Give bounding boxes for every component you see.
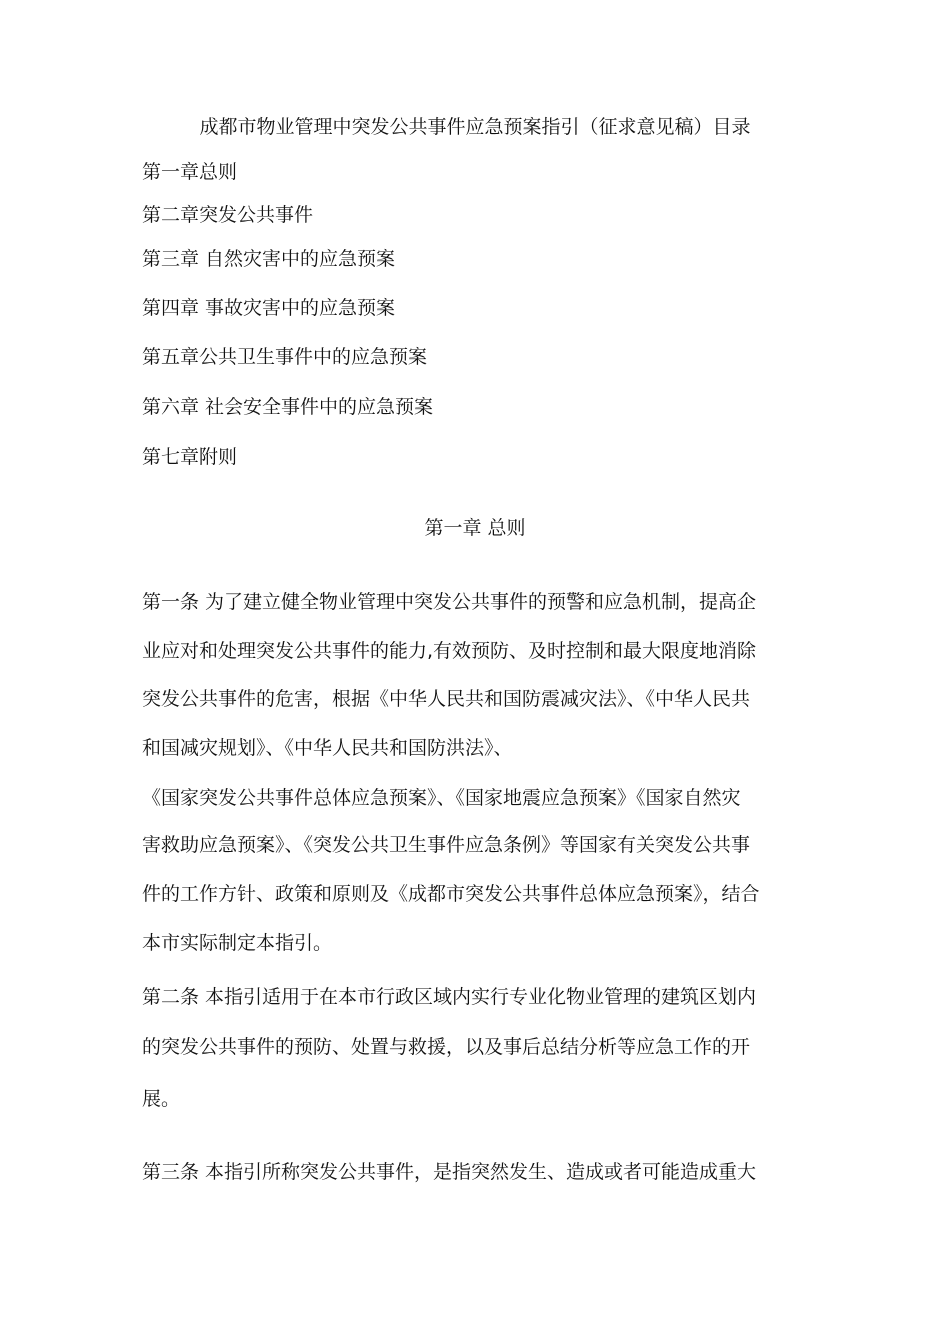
toc-item: 第六章 社会安全事件中的应急预案 <box>142 396 434 418</box>
toc-item: 第二章突发公共事件 <box>142 204 314 226</box>
body-line: 本市实际制定本指引。 <box>142 932 333 954</box>
body-line: 业应对和处理突发公共事件的能力,有效预防、及时控制和最大限度地消除 <box>142 640 757 662</box>
toc-item: 第五章公共卫生事件中的应急预案 <box>142 346 428 368</box>
body-line: 《国家突发公共事件总体应急预案》、《国家地震应急预案》《国家自然灾 <box>142 787 741 809</box>
body-line: 件的工作方针、政策和原则及《成都市突发公共事件总体应急预案》，结合 <box>142 883 760 905</box>
toc-item: 第四章 事故灾害中的应急预案 <box>142 297 396 319</box>
body-line: 展。 <box>142 1088 181 1110</box>
toc-item: 第三章 自然灾害中的应急预案 <box>142 248 396 270</box>
chapter-heading: 第一章 总则 <box>424 517 526 539</box>
body-line: 第三条 本指引所称突发公共事件，是指突然发生、造成或者可能造成重大 <box>142 1161 757 1183</box>
body-line: 和国减灾规划》、《中华人民共和国防洪法》、 <box>142 737 513 759</box>
body-line: 突发公共事件的危害，根据《中华人民共和国防震减灾法》、《中华人民共 <box>142 688 751 710</box>
body-line: 害救助应急预案》、《突发公共卫生事件应急条例》等国家有关突发公共事 <box>142 834 751 856</box>
body-line: 第一条 为了建立健全物业管理中突发公共事件的预警和应急机制，提高企 <box>142 591 757 613</box>
toc-item: 第七章附则 <box>142 446 238 468</box>
toc-item: 第一章总则 <box>142 161 238 183</box>
body-line: 第二条 本指引适用于在本市行政区域内实行专业化物业管理的建筑区划内 <box>142 986 757 1008</box>
document-title: 成都市物业管理中突发公共事件应急预案指引（征求意见稿）目录 <box>199 116 751 138</box>
body-line: 的突发公共事件的预防、处置与救援，以及事后总结分析等应急工作的开 <box>142 1036 751 1058</box>
